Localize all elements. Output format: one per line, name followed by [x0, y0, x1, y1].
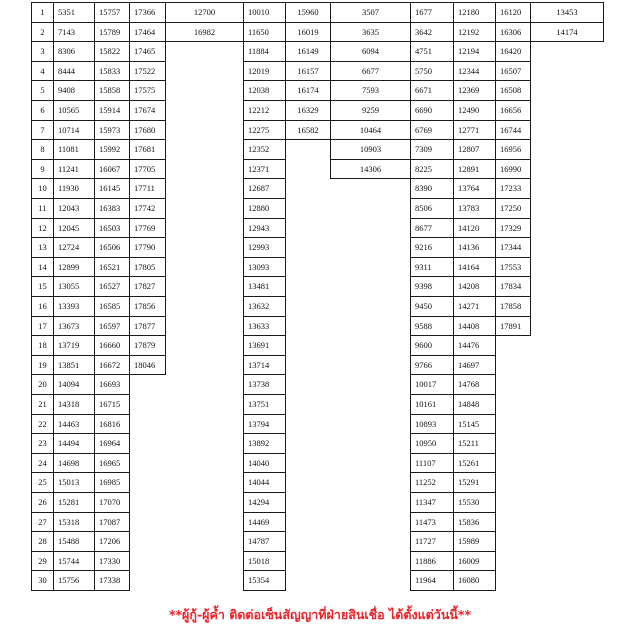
- row-number-cell: 10: [31, 178, 54, 199]
- data-cell: 13714: [243, 355, 286, 376]
- data-cell: 9450: [410, 296, 454, 317]
- data-cell: 15354: [243, 570, 286, 591]
- data-cell: 12880: [243, 198, 286, 219]
- data-cell: 12993: [243, 237, 286, 258]
- data-cell: 10714: [53, 120, 95, 141]
- data-cell: 14094: [53, 374, 95, 395]
- data-cell: 16964: [94, 433, 130, 454]
- data-cell: 15744: [53, 551, 95, 572]
- data-cell: 16157: [285, 61, 331, 82]
- row-number-cell: 16: [31, 296, 54, 317]
- data-cell: 16329: [285, 100, 331, 121]
- data-cell: 15013: [53, 472, 95, 493]
- data-cell: 13093: [243, 257, 286, 278]
- data-cell: 12943: [243, 218, 286, 239]
- data-cell: 17711: [129, 178, 166, 199]
- data-cell: 12192: [453, 22, 496, 43]
- data-cell: 16597: [94, 316, 130, 337]
- data-cell: 16672: [94, 355, 130, 376]
- data-cell: 13453: [530, 2, 604, 23]
- data-cell: 15291: [453, 472, 496, 493]
- data-cell: 17856: [129, 296, 166, 317]
- data-cell: 13055: [53, 276, 95, 297]
- data-cell: 15789: [94, 22, 130, 43]
- data-cell: 13764: [453, 178, 496, 199]
- data-cell: 16527: [94, 276, 130, 297]
- data-cell: 11884: [243, 41, 286, 62]
- data-cell: 17858: [495, 296, 531, 317]
- data-cell: 17769: [129, 218, 166, 239]
- data-cell: 6690: [410, 100, 454, 121]
- row-number-cell: 29: [31, 551, 54, 572]
- data-cell: 12807: [453, 139, 496, 160]
- data-cell: 16067: [94, 159, 130, 180]
- data-cell: 16420: [495, 41, 531, 62]
- data-cell: 16816: [94, 414, 130, 435]
- data-cell: 8390: [410, 178, 454, 199]
- row-number-cell: 14: [31, 257, 54, 278]
- data-cell: 14136: [453, 237, 496, 258]
- data-cell: 17805: [129, 257, 166, 278]
- footer-note: **ผู้กู้-ผู้ค้ำ ติดต่อเซ็นสัญญาที่ฝ่ายสินเชื่อ ได้ตั้งแต่วันนี้**: [168, 607, 471, 622]
- data-cell: 14848: [453, 394, 496, 415]
- data-cell: 7593: [330, 80, 411, 101]
- data-cell: 12771: [453, 120, 496, 141]
- data-cell: 14698: [53, 453, 95, 474]
- data-cell: 9588: [410, 316, 454, 337]
- data-cell: 17742: [129, 198, 166, 219]
- data-cell: 14318: [53, 394, 95, 415]
- data-cell: 14120: [453, 218, 496, 239]
- data-cell: 13719: [53, 335, 95, 356]
- data-cell: 17705: [129, 159, 166, 180]
- data-cell: 16506: [94, 237, 130, 258]
- data-cell: 17070: [94, 492, 130, 513]
- data-cell: 11241: [53, 159, 95, 180]
- row-number-cell: 11: [31, 198, 54, 219]
- data-cell: 10950: [410, 433, 454, 454]
- data-cell: 16693: [94, 374, 130, 395]
- data-cell: 17827: [129, 276, 166, 297]
- row-number-cell: 18: [31, 335, 54, 356]
- data-cell: 13851: [53, 355, 95, 376]
- data-cell: 16080: [453, 570, 496, 591]
- data-cell: 6769: [410, 120, 454, 141]
- data-cell: 15992: [94, 139, 130, 160]
- data-cell: 16521: [94, 257, 130, 278]
- data-cell: 14174: [530, 22, 604, 43]
- data-cell: 13783: [453, 198, 496, 219]
- data-cell: 12724: [53, 237, 95, 258]
- data-cell: 16503: [94, 218, 130, 239]
- data-cell: 16306: [495, 22, 531, 43]
- data-cell: 13673: [53, 316, 95, 337]
- data-cell: 14306: [330, 159, 411, 180]
- data-cell: 12212: [243, 100, 286, 121]
- data-cell: 16744: [495, 120, 531, 141]
- data-cell: 15973: [94, 120, 130, 141]
- data-cell: 10565: [53, 100, 95, 121]
- data-cell: 13892: [243, 433, 286, 454]
- data-cell: 15018: [243, 551, 286, 572]
- data-cell: 16956: [495, 139, 531, 160]
- data-cell: 14271: [453, 296, 496, 317]
- data-cell: 9259: [330, 100, 411, 121]
- data-cell: 8506: [410, 198, 454, 219]
- row-number-cell: 25: [31, 472, 54, 493]
- row-number-cell: 8: [31, 139, 54, 160]
- data-cell: 14294: [243, 492, 286, 513]
- data-cell: 17338: [94, 570, 130, 591]
- data-cell: 8225: [410, 159, 454, 180]
- data-cell: 17465: [129, 41, 166, 62]
- row-number-cell: 1: [31, 2, 54, 23]
- row-number-cell: 17: [31, 316, 54, 337]
- row-number-cell: 6: [31, 100, 54, 121]
- data-cell: 16120: [495, 2, 531, 23]
- data-cell: 8444: [53, 61, 95, 82]
- data-cell: 9408: [53, 80, 95, 101]
- data-cell: 9398: [410, 276, 454, 297]
- data-cell: 11727: [410, 531, 454, 552]
- row-number-cell: 26: [31, 492, 54, 513]
- data-cell: 15914: [94, 100, 130, 121]
- data-cell: 17464: [129, 22, 166, 43]
- row-number-cell: 5: [31, 80, 54, 101]
- data-cell: 14469: [243, 512, 286, 533]
- data-cell: 14208: [453, 276, 496, 297]
- data-cell: 16965: [94, 453, 130, 474]
- data-cell: 16507: [495, 61, 531, 82]
- data-cell: 13633: [243, 316, 286, 337]
- data-cell: 14768: [453, 374, 496, 395]
- data-cell: 16149: [285, 41, 331, 62]
- data-cell: 3635: [330, 22, 411, 43]
- data-cell: 12038: [243, 80, 286, 101]
- data-cell: 13691: [243, 335, 286, 356]
- data-cell: 9766: [410, 355, 454, 376]
- data-cell: 7309: [410, 139, 454, 160]
- data-cell: 17575: [129, 80, 166, 101]
- row-number-cell: 13: [31, 237, 54, 258]
- data-cell: 12687: [243, 178, 286, 199]
- data-cell: 16009: [453, 551, 496, 572]
- data-cell: 15756: [53, 570, 95, 591]
- data-cell: 13632: [243, 296, 286, 317]
- data-cell: 18046: [129, 355, 166, 376]
- data-cell: 9600: [410, 335, 454, 356]
- data-cell: 17206: [94, 531, 130, 552]
- data-cell: 11886: [410, 551, 454, 572]
- data-cell: 13751: [243, 394, 286, 415]
- row-number-cell: 12: [31, 218, 54, 239]
- data-cell: 14697: [453, 355, 496, 376]
- row-number-cell: 15: [31, 276, 54, 297]
- data-cell: 14044: [243, 472, 286, 493]
- data-cell: 16174: [285, 80, 331, 101]
- row-number-cell: 19: [31, 355, 54, 376]
- data-cell: 16582: [285, 120, 331, 141]
- data-cell: 3507: [330, 2, 411, 23]
- row-number-cell: 7: [31, 120, 54, 141]
- data-cell: 12180: [453, 2, 496, 23]
- data-cell: 11107: [410, 453, 454, 474]
- data-cell: 17553: [495, 257, 531, 278]
- data-cell: 14463: [53, 414, 95, 435]
- data-cell: 11650: [243, 22, 286, 43]
- data-cell: 3642: [410, 22, 454, 43]
- data-cell: 11081: [53, 139, 95, 160]
- data-cell: 6094: [330, 41, 411, 62]
- data-cell: 7143: [53, 22, 95, 43]
- data-cell: 12490: [453, 100, 496, 121]
- data-cell: 11473: [410, 512, 454, 533]
- data-cell: 17877: [129, 316, 166, 337]
- data-cell: 11930: [53, 178, 95, 199]
- data-cell: 15488: [53, 531, 95, 552]
- row-number-cell: 9: [31, 159, 54, 180]
- data-cell: 17087: [94, 512, 130, 533]
- data-cell: 17680: [129, 120, 166, 141]
- data-cell: 16019: [285, 22, 331, 43]
- data-cell: 6677: [330, 61, 411, 82]
- data-cell: 12344: [453, 61, 496, 82]
- data-cell: 13393: [53, 296, 95, 317]
- data-cell: 12369: [453, 80, 496, 101]
- data-cell: 17344: [495, 237, 531, 258]
- data-cell: 17233: [495, 178, 531, 199]
- data-cell: 14787: [243, 531, 286, 552]
- data-cell: 8677: [410, 218, 454, 239]
- data-cell: 11964: [410, 570, 454, 591]
- data-cell: 8306: [53, 41, 95, 62]
- data-cell: 10464: [330, 120, 411, 141]
- data-cell: 15145: [453, 414, 496, 435]
- data-cell: 15960: [285, 2, 331, 23]
- data-cell: 14408: [453, 316, 496, 337]
- data-cell: 4751: [410, 41, 454, 62]
- data-cell: 14476: [453, 335, 496, 356]
- data-cell: 9216: [410, 237, 454, 258]
- data-cell: 11347: [410, 492, 454, 513]
- data-cell: 14040: [243, 453, 286, 474]
- data-cell: 16982: [165, 22, 244, 43]
- data-cell: 16715: [94, 394, 130, 415]
- data-cell: 10903: [330, 139, 411, 160]
- data-cell: 17329: [495, 218, 531, 239]
- data-cell: 15530: [453, 492, 496, 513]
- row-number-cell: 23: [31, 433, 54, 454]
- data-cell: 15858: [94, 80, 130, 101]
- data-cell: 16985: [94, 472, 130, 493]
- data-cell: 12194: [453, 41, 496, 62]
- data-cell: 17879: [129, 335, 166, 356]
- data-cell: 10161: [410, 394, 454, 415]
- row-number-cell: 4: [31, 61, 54, 82]
- data-cell: 17790: [129, 237, 166, 258]
- data-cell: 13481: [243, 276, 286, 297]
- data-cell: 12891: [453, 159, 496, 180]
- data-cell: 16990: [495, 159, 531, 180]
- row-number-cell: 28: [31, 531, 54, 552]
- data-cell: 9311: [410, 257, 454, 278]
- data-cell: 5750: [410, 61, 454, 82]
- row-number-cell: 2: [31, 22, 54, 43]
- row-number-cell: 22: [31, 414, 54, 435]
- data-cell: 15833: [94, 61, 130, 82]
- data-cell: 16660: [94, 335, 130, 356]
- data-cell: 6671: [410, 80, 454, 101]
- row-number-cell: 3: [31, 41, 54, 62]
- data-cell: 13794: [243, 414, 286, 435]
- data-cell: 12043: [53, 198, 95, 219]
- data-cell: 1677: [410, 2, 454, 23]
- data-cell: 12352: [243, 139, 286, 160]
- data-cell: 16585: [94, 296, 130, 317]
- data-cell: 14164: [453, 257, 496, 278]
- data-cell: 15989: [453, 531, 496, 552]
- data-cell: 12700: [165, 2, 244, 23]
- data-cell: 17834: [495, 276, 531, 297]
- data-cell: 14494: [53, 433, 95, 454]
- row-number-cell: 21: [31, 394, 54, 415]
- row-number-cell: 30: [31, 570, 54, 591]
- data-cell: 12275: [243, 120, 286, 141]
- data-cell: 15261: [453, 453, 496, 474]
- row-number-cell: 20: [31, 374, 54, 395]
- data-cell: 17366: [129, 2, 166, 23]
- data-cell: 17330: [94, 551, 130, 572]
- data-cell: 15281: [53, 492, 95, 513]
- data-cell: 11252: [410, 472, 454, 493]
- data-cell: 12371: [243, 159, 286, 180]
- row-number-cell: 27: [31, 512, 54, 533]
- data-cell: 10010: [243, 2, 286, 23]
- data-cell: 17891: [495, 316, 531, 337]
- data-cell: 12899: [53, 257, 95, 278]
- data-cell: 16145: [94, 178, 130, 199]
- data-cell: 15211: [453, 433, 496, 454]
- data-cell: 5351: [53, 2, 95, 23]
- data-cell: 13738: [243, 374, 286, 395]
- data-cell: 15822: [94, 41, 130, 62]
- data-cell: 17250: [495, 198, 531, 219]
- row-number-cell: 24: [31, 453, 54, 474]
- data-cell: 17522: [129, 61, 166, 82]
- data-cell: 16383: [94, 198, 130, 219]
- data-cell: 10893: [410, 414, 454, 435]
- data-cell: 12019: [243, 61, 286, 82]
- data-cell: 15757: [94, 2, 130, 23]
- data-cell: 17681: [129, 139, 166, 160]
- data-cell: 10017: [410, 374, 454, 395]
- data-cell: 17674: [129, 100, 166, 121]
- data-cell: 16508: [495, 80, 531, 101]
- data-cell: 15318: [53, 512, 95, 533]
- data-cell: 16656: [495, 100, 531, 121]
- data-cell: 12045: [53, 218, 95, 239]
- data-cell: 15836: [453, 512, 496, 533]
